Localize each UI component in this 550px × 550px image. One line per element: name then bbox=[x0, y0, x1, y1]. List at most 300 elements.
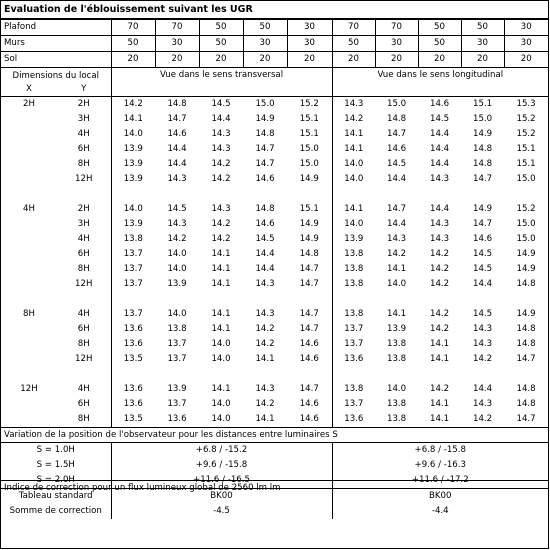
longitudinal-value: 14.9 bbox=[472, 204, 493, 214]
header-cell: 70 bbox=[155, 20, 199, 36]
transversal-value: 14.5 bbox=[255, 234, 275, 244]
transversal-value: 13.9 bbox=[111, 172, 155, 187]
row-y-label: 12H bbox=[75, 174, 93, 184]
standard-label: Tableau standard bbox=[1, 489, 111, 505]
transversal-value: 13.9 bbox=[167, 279, 187, 289]
transversal-value: 14.0 bbox=[211, 354, 231, 364]
transversal-value: 14.2 bbox=[255, 324, 275, 334]
transversal-label: Vue dans le sens transversal bbox=[111, 68, 332, 83]
transversal-value: 14.9 bbox=[299, 234, 319, 244]
correction-label: Somme de correction bbox=[9, 506, 102, 516]
longitudinal-value: 14.8 bbox=[516, 324, 536, 334]
header-cell: 30 bbox=[461, 36, 504, 52]
longitudinal-value: 13.6 bbox=[332, 352, 375, 367]
group-spacer bbox=[1, 187, 548, 202]
table-row bbox=[1, 112, 548, 127]
transversal-value: 13.7 bbox=[111, 247, 155, 262]
header-cell: 50 bbox=[243, 20, 287, 36]
row-y-label: 12H bbox=[75, 279, 93, 289]
longitudinal-value: 14.4 bbox=[386, 219, 407, 229]
longitudinal-value: 15.1 bbox=[516, 159, 536, 169]
table-row bbox=[1, 352, 548, 367]
transversal-value: 15.1 bbox=[299, 114, 319, 124]
table-row bbox=[1, 172, 548, 187]
transversal-value: 14.0 bbox=[211, 414, 231, 424]
longitudinal-value: 15.3 bbox=[516, 99, 536, 109]
longitudinal-value: 14.0 bbox=[332, 157, 375, 172]
longitudinal-value: 14.1 bbox=[429, 354, 450, 364]
header-cell: 30 bbox=[504, 20, 548, 36]
longitudinal-value: 14.8 bbox=[516, 279, 536, 289]
longitudinal-value: 14.5 bbox=[472, 309, 493, 319]
longitudinal-value: 13.8 bbox=[332, 247, 375, 262]
longitudinal-value: 13.7 bbox=[332, 322, 375, 337]
longitudinal-value: 14.0 bbox=[332, 172, 375, 187]
longitudinal-value: 14.1 bbox=[429, 399, 450, 409]
group-spacer bbox=[1, 367, 548, 382]
transversal-value: 15.0 bbox=[299, 144, 319, 154]
longitudinal-value: 14.3 bbox=[386, 234, 407, 244]
longitudinal-value: 14.7 bbox=[472, 219, 493, 229]
table-row bbox=[1, 232, 548, 247]
longitudinal-value: 14.3 bbox=[472, 339, 493, 349]
longitudinal-label: Vue dans le sens longitudinal bbox=[332, 68, 548, 83]
header-cell: 20 bbox=[111, 52, 155, 68]
transversal-value: 14.8 bbox=[167, 99, 187, 109]
table-row bbox=[1, 322, 548, 337]
group-spacer bbox=[1, 292, 548, 307]
table-row bbox=[1, 277, 548, 292]
transversal-value: 13.9 bbox=[111, 142, 155, 157]
variation-title-row bbox=[1, 428, 548, 443]
variation-row bbox=[1, 443, 548, 459]
header-cell: 30 bbox=[287, 36, 332, 52]
longitudinal-value: 14.0 bbox=[386, 279, 407, 289]
header-cell: 50 bbox=[461, 20, 504, 36]
transversal-value: 14.6 bbox=[299, 414, 319, 424]
longitudinal-value: 13.8 bbox=[386, 354, 407, 364]
row-y-label: 6H bbox=[77, 324, 90, 334]
longitudinal-value: 15.0 bbox=[386, 99, 407, 109]
longitudinal-value: 14.7 bbox=[516, 414, 536, 424]
variation-longitudinal: +9.6 / -16.3 bbox=[332, 458, 548, 473]
table-row bbox=[1, 202, 548, 217]
dimensions-label: Dimensions du local bbox=[12, 71, 100, 81]
group-x-label: 12H bbox=[20, 384, 38, 394]
longitudinal-value: 14.5 bbox=[429, 114, 450, 124]
transversal-value: 14.2 bbox=[255, 399, 275, 409]
transversal-value: 14.7 bbox=[255, 159, 275, 169]
group-x-label: 8H bbox=[23, 309, 35, 319]
row-y-label: 8H bbox=[77, 339, 90, 349]
longitudinal-value: 15.1 bbox=[472, 99, 493, 109]
transversal-value: 15.1 bbox=[299, 129, 319, 139]
table-row bbox=[1, 412, 548, 427]
longitudinal-value: 14.0 bbox=[332, 217, 375, 232]
transversal-value: 14.1 bbox=[211, 264, 231, 274]
longitudinal-value: 14.2 bbox=[472, 414, 493, 424]
longitudinal-value: 14.1 bbox=[429, 414, 450, 424]
transversal-value: 14.7 bbox=[255, 144, 275, 154]
transversal-value: 13.7 bbox=[111, 277, 155, 292]
longitudinal-value: 14.9 bbox=[516, 249, 536, 259]
longitudinal-value: 14.8 bbox=[516, 399, 536, 409]
transversal-value: 14.6 bbox=[167, 129, 187, 139]
correction-longitudinal: -4.4 bbox=[332, 504, 548, 519]
longitudinal-value: 14.2 bbox=[386, 249, 407, 259]
header-cell: 20 bbox=[504, 52, 548, 68]
variation-row bbox=[1, 458, 548, 473]
transversal-value: 14.2 bbox=[255, 339, 275, 349]
transversal-value: 13.7 bbox=[111, 262, 155, 277]
longitudinal-value: 14.1 bbox=[332, 127, 375, 142]
longitudinal-value: 14.4 bbox=[429, 204, 450, 214]
transversal-value: 14.7 bbox=[299, 279, 319, 289]
transversal-value: 14.6 bbox=[255, 174, 275, 184]
row-y-label: 6H bbox=[77, 399, 90, 409]
longitudinal-value: 14.1 bbox=[332, 202, 375, 217]
longitudinal-value: 15.0 bbox=[516, 234, 536, 244]
longitudinal-value: 14.3 bbox=[429, 234, 450, 244]
transversal-value: 14.1 bbox=[111, 112, 155, 127]
transversal-value: 14.7 bbox=[299, 384, 319, 394]
variation-longitudinal: +6.8 / -15.8 bbox=[332, 443, 548, 459]
transversal-value: 14.2 bbox=[111, 97, 155, 113]
transversal-value: 14.6 bbox=[299, 354, 319, 364]
transversal-value: 14.6 bbox=[255, 219, 275, 229]
header-cell: 20 bbox=[287, 52, 332, 68]
row-y-label: 8H bbox=[77, 414, 90, 424]
transversal-value: 13.9 bbox=[111, 217, 155, 232]
variation-longitudinal: +11.6 / -17.2 bbox=[332, 473, 548, 489]
header-cell: 20 bbox=[199, 52, 243, 68]
header-table bbox=[1, 19, 548, 68]
row-y-label: 2H bbox=[77, 204, 90, 214]
longitudinal-value: 14.9 bbox=[472, 129, 493, 139]
table-row bbox=[1, 382, 548, 397]
transversal-value: 13.8 bbox=[167, 324, 187, 334]
page-title: Evaluation de l'éblouissement suivant les UGR bbox=[1, 1, 548, 19]
row-y-label: 4H bbox=[77, 129, 90, 139]
transversal-value: 14.7 bbox=[299, 324, 319, 334]
header-cell: 30 bbox=[155, 36, 199, 52]
longitudinal-value: 13.6 bbox=[332, 412, 375, 427]
transversal-value: 14.0 bbox=[167, 249, 187, 259]
transversal-value: 13.7 bbox=[167, 354, 187, 364]
longitudinal-value: 15.0 bbox=[516, 219, 536, 229]
table-row bbox=[1, 307, 548, 322]
transversal-value: 14.4 bbox=[255, 249, 275, 259]
transversal-value: 14.3 bbox=[255, 309, 275, 319]
row-y-label: 4H bbox=[77, 234, 90, 244]
longitudinal-value: 14.4 bbox=[472, 384, 493, 394]
longitudinal-value: 14.2 bbox=[429, 249, 450, 259]
longitudinal-value: 15.2 bbox=[516, 129, 536, 139]
header-cell: 20 bbox=[155, 52, 199, 68]
longitudinal-value: 14.7 bbox=[516, 354, 536, 364]
transversal-value: 14.1 bbox=[255, 414, 275, 424]
variation-transversal: +9.6 / -15.8 bbox=[111, 458, 332, 473]
longitudinal-value: 15.2 bbox=[516, 114, 536, 124]
header-cell: 50 bbox=[199, 20, 243, 36]
longitudinal-value: 13.8 bbox=[332, 307, 375, 322]
row-y-label: 4H bbox=[77, 309, 90, 319]
header-row-label: Murs bbox=[1, 36, 111, 52]
longitudinal-value: 14.2 bbox=[429, 279, 450, 289]
longitudinal-value: 14.2 bbox=[429, 324, 450, 334]
longitudinal-value: 14.5 bbox=[472, 264, 493, 274]
row-y-label: 6H bbox=[77, 249, 90, 259]
header-cell: 50 bbox=[418, 20, 461, 36]
header-cell: 30 bbox=[504, 36, 548, 52]
transversal-value: 13.7 bbox=[111, 307, 155, 322]
header-row-label: Plafond bbox=[1, 20, 111, 36]
longitudinal-value: 15.2 bbox=[516, 204, 536, 214]
transversal-value: 14.0 bbox=[211, 399, 231, 409]
table-row bbox=[1, 127, 548, 142]
longitudinal-value: 14.9 bbox=[516, 264, 536, 274]
longitudinal-value: 14.8 bbox=[516, 339, 536, 349]
header-cell: 50 bbox=[199, 36, 243, 52]
longitudinal-value: 14.3 bbox=[429, 219, 450, 229]
header-cell: 20 bbox=[375, 52, 418, 68]
header-cell: 70 bbox=[375, 20, 418, 36]
longitudinal-value: 13.7 bbox=[332, 337, 375, 352]
transversal-value: 14.4 bbox=[167, 159, 187, 169]
transversal-value: 14.9 bbox=[299, 174, 319, 184]
longitudinal-value: 14.2 bbox=[472, 354, 493, 364]
longitudinal-value: 14.9 bbox=[516, 309, 536, 319]
transversal-value: 14.3 bbox=[167, 219, 187, 229]
transversal-value: 14.1 bbox=[211, 279, 231, 289]
group-x-label: 4H bbox=[23, 204, 35, 214]
row-y-label: 12H bbox=[75, 354, 93, 364]
xy-row bbox=[1, 83, 548, 97]
transversal-value: 14.7 bbox=[299, 264, 319, 274]
header-cell: 20 bbox=[461, 52, 504, 68]
longitudinal-value: 14.4 bbox=[429, 129, 450, 139]
longitudinal-value: 15.1 bbox=[516, 144, 536, 154]
row-y-label: 6H bbox=[77, 144, 90, 154]
transversal-value: 14.9 bbox=[255, 114, 275, 124]
longitudinal-value: 14.4 bbox=[386, 174, 407, 184]
standard-longitudinal: BK00 bbox=[332, 489, 548, 505]
longitudinal-value: 14.6 bbox=[386, 144, 407, 154]
header-cell: 30 bbox=[243, 36, 287, 52]
transversal-value: 13.8 bbox=[111, 232, 155, 247]
header-row bbox=[1, 36, 548, 52]
row-y-label: 2H bbox=[77, 99, 90, 109]
transversal-value: 14.8 bbox=[299, 249, 319, 259]
longitudinal-value: 13.8 bbox=[386, 339, 407, 349]
transversal-value: 13.6 bbox=[167, 414, 187, 424]
transversal-value: 15.1 bbox=[299, 204, 319, 214]
transversal-value: 14.0 bbox=[111, 127, 155, 142]
transversal-value: 14.1 bbox=[255, 354, 275, 364]
transversal-value: 14.3 bbox=[211, 204, 231, 214]
longitudinal-value: 14.8 bbox=[386, 114, 407, 124]
variation-label: S = 2.0H bbox=[36, 475, 75, 485]
longitudinal-value: 14.4 bbox=[472, 279, 493, 289]
longitudinal-value: 14.1 bbox=[429, 339, 450, 349]
ugr-table bbox=[1, 68, 548, 427]
table-row bbox=[1, 247, 548, 262]
transversal-value: 14.0 bbox=[211, 339, 231, 349]
variation-label: S = 1.5H bbox=[36, 460, 75, 470]
longitudinal-value: 14.6 bbox=[429, 99, 450, 109]
row-y-label: 8H bbox=[77, 264, 90, 274]
transversal-value: 14.4 bbox=[255, 264, 275, 274]
longitudinal-value: 14.7 bbox=[386, 129, 407, 139]
transversal-value: 14.0 bbox=[167, 309, 187, 319]
longitudinal-value: 14.1 bbox=[332, 142, 375, 157]
transversal-value: 15.0 bbox=[255, 99, 275, 109]
table-row bbox=[1, 217, 548, 232]
transversal-value: 13.6 bbox=[111, 322, 155, 337]
transversal-value: 14.3 bbox=[255, 384, 275, 394]
transversal-value: 14.0 bbox=[167, 264, 187, 274]
longitudinal-value: 14.4 bbox=[429, 144, 450, 154]
longitudinal-value: 13.8 bbox=[332, 382, 375, 397]
variation-transversal: +11.6 / -16.5 bbox=[111, 473, 332, 489]
transversal-value: 14.5 bbox=[211, 99, 231, 109]
transversal-value: 14.9 bbox=[299, 219, 319, 229]
transversal-value: 15.2 bbox=[299, 99, 319, 109]
longitudinal-value: 14.3 bbox=[472, 399, 493, 409]
transversal-value: 14.7 bbox=[167, 114, 187, 124]
variation-label: S = 1.0H bbox=[36, 445, 75, 455]
header-cell: 50 bbox=[111, 36, 155, 52]
row-y-label: 3H bbox=[77, 219, 90, 229]
transversal-value: 14.3 bbox=[211, 129, 231, 139]
longitudinal-value: 14.1 bbox=[386, 309, 407, 319]
group-x-label: 2H bbox=[23, 99, 35, 109]
transversal-value: 15.0 bbox=[299, 159, 319, 169]
longitudinal-value: 14.2 bbox=[429, 309, 450, 319]
longitudinal-value: 14.6 bbox=[472, 234, 493, 244]
table-row bbox=[1, 157, 548, 172]
table-row bbox=[1, 97, 548, 113]
header-cell: 20 bbox=[243, 52, 287, 68]
transversal-value: 13.5 bbox=[111, 412, 155, 427]
longitudinal-value: 14.1 bbox=[386, 264, 407, 274]
variation-title: Variation de la position de l'observateur pour les distances entre luminaires S bbox=[1, 428, 548, 443]
transversal-value: 14.2 bbox=[211, 234, 231, 244]
longitudinal-value: 14.4 bbox=[429, 159, 450, 169]
transversal-value: 13.9 bbox=[167, 384, 187, 394]
longitudinal-value: 13.7 bbox=[332, 397, 375, 412]
header-cell: 20 bbox=[332, 52, 375, 68]
transversal-value: 14.2 bbox=[211, 174, 231, 184]
transversal-value: 14.8 bbox=[255, 129, 275, 139]
header-cell: 20 bbox=[418, 52, 461, 68]
transversal-value: 14.3 bbox=[255, 279, 275, 289]
longitudinal-value: 14.5 bbox=[472, 249, 493, 259]
header-cell: 70 bbox=[111, 20, 155, 36]
transversal-value: 14.0 bbox=[111, 202, 155, 217]
transversal-value: 14.8 bbox=[255, 204, 275, 214]
longitudinal-value: 13.8 bbox=[386, 414, 407, 424]
header-row bbox=[1, 20, 548, 36]
table-row bbox=[1, 337, 548, 352]
transversal-value: 13.7 bbox=[167, 339, 187, 349]
longitudinal-value: 14.0 bbox=[386, 384, 407, 394]
transversal-value: 14.6 bbox=[299, 399, 319, 409]
longitudinal-value: 14.7 bbox=[386, 204, 407, 214]
transversal-value: 14.1 bbox=[211, 384, 231, 394]
row-y-label: 4H bbox=[77, 384, 90, 394]
longitudinal-value: 15.0 bbox=[472, 114, 493, 124]
longitudinal-value: 14.3 bbox=[429, 174, 450, 184]
longitudinal-value: 14.5 bbox=[386, 159, 407, 169]
longitudinal-value: 14.3 bbox=[332, 97, 375, 113]
footnote: Indice de correction pour un flux lumineux global de 2560 lm lm bbox=[1, 480, 548, 548]
longitudinal-value: 14.7 bbox=[472, 174, 493, 184]
longitudinal-value: 15.0 bbox=[516, 174, 536, 184]
transversal-value: 13.7 bbox=[167, 399, 187, 409]
transversal-value: 14.1 bbox=[211, 249, 231, 259]
header-cell: 70 bbox=[332, 20, 375, 36]
longitudinal-value: 14.8 bbox=[472, 144, 493, 154]
transversal-value: 14.6 bbox=[299, 339, 319, 349]
standard-transversal: BK00 bbox=[111, 489, 332, 505]
transversal-value: 14.1 bbox=[211, 324, 231, 334]
transversal-value: 14.2 bbox=[211, 159, 231, 169]
longitudinal-value: 14.2 bbox=[332, 112, 375, 127]
table-row bbox=[1, 397, 548, 412]
transversal-value: 13.6 bbox=[111, 337, 155, 352]
header-row bbox=[1, 52, 548, 68]
longitudinal-value: 14.2 bbox=[429, 264, 450, 274]
x-label: X bbox=[1, 83, 57, 97]
header-row-label: Sol bbox=[1, 52, 111, 68]
transversal-value: 14.2 bbox=[167, 234, 187, 244]
transversal-value: 14.4 bbox=[211, 114, 231, 124]
row-y-label: 3H bbox=[77, 114, 90, 124]
longitudinal-value: 13.9 bbox=[386, 324, 407, 334]
transversal-value: 13.5 bbox=[111, 352, 155, 367]
longitudinal-value: 13.8 bbox=[332, 262, 375, 277]
transversal-value: 14.4 bbox=[167, 144, 187, 154]
longitudinal-value: 14.3 bbox=[472, 324, 493, 334]
transversal-value: 14.3 bbox=[167, 174, 187, 184]
transversal-value: 14.2 bbox=[211, 219, 231, 229]
table-row bbox=[1, 262, 548, 277]
subheader-row bbox=[1, 68, 548, 83]
transversal-value: 14.7 bbox=[299, 309, 319, 319]
correction-transversal: -4.5 bbox=[111, 504, 332, 519]
longitudinal-value: 14.8 bbox=[516, 384, 536, 394]
header-cell: 50 bbox=[418, 36, 461, 52]
header-cell: 30 bbox=[287, 20, 332, 36]
longitudinal-value: 14.8 bbox=[472, 159, 493, 169]
transversal-value: 13.6 bbox=[111, 397, 155, 412]
transversal-value: 13.6 bbox=[111, 382, 155, 397]
header-cell: 50 bbox=[332, 36, 375, 52]
transversal-value: 14.5 bbox=[167, 204, 187, 214]
longitudinal-value: 13.9 bbox=[332, 232, 375, 247]
longitudinal-value: 13.8 bbox=[332, 277, 375, 292]
variation-transversal: +6.8 / -15.2 bbox=[111, 443, 332, 459]
longitudinal-value: 13.8 bbox=[386, 399, 407, 409]
table-row bbox=[1, 142, 548, 157]
y-label: Y bbox=[57, 83, 111, 97]
transversal-value: 13.9 bbox=[111, 157, 155, 172]
transversal-value: 14.1 bbox=[211, 309, 231, 319]
row-y-label: 8H bbox=[77, 159, 90, 169]
transversal-value: 14.3 bbox=[211, 144, 231, 154]
header-cell: 30 bbox=[375, 36, 418, 52]
